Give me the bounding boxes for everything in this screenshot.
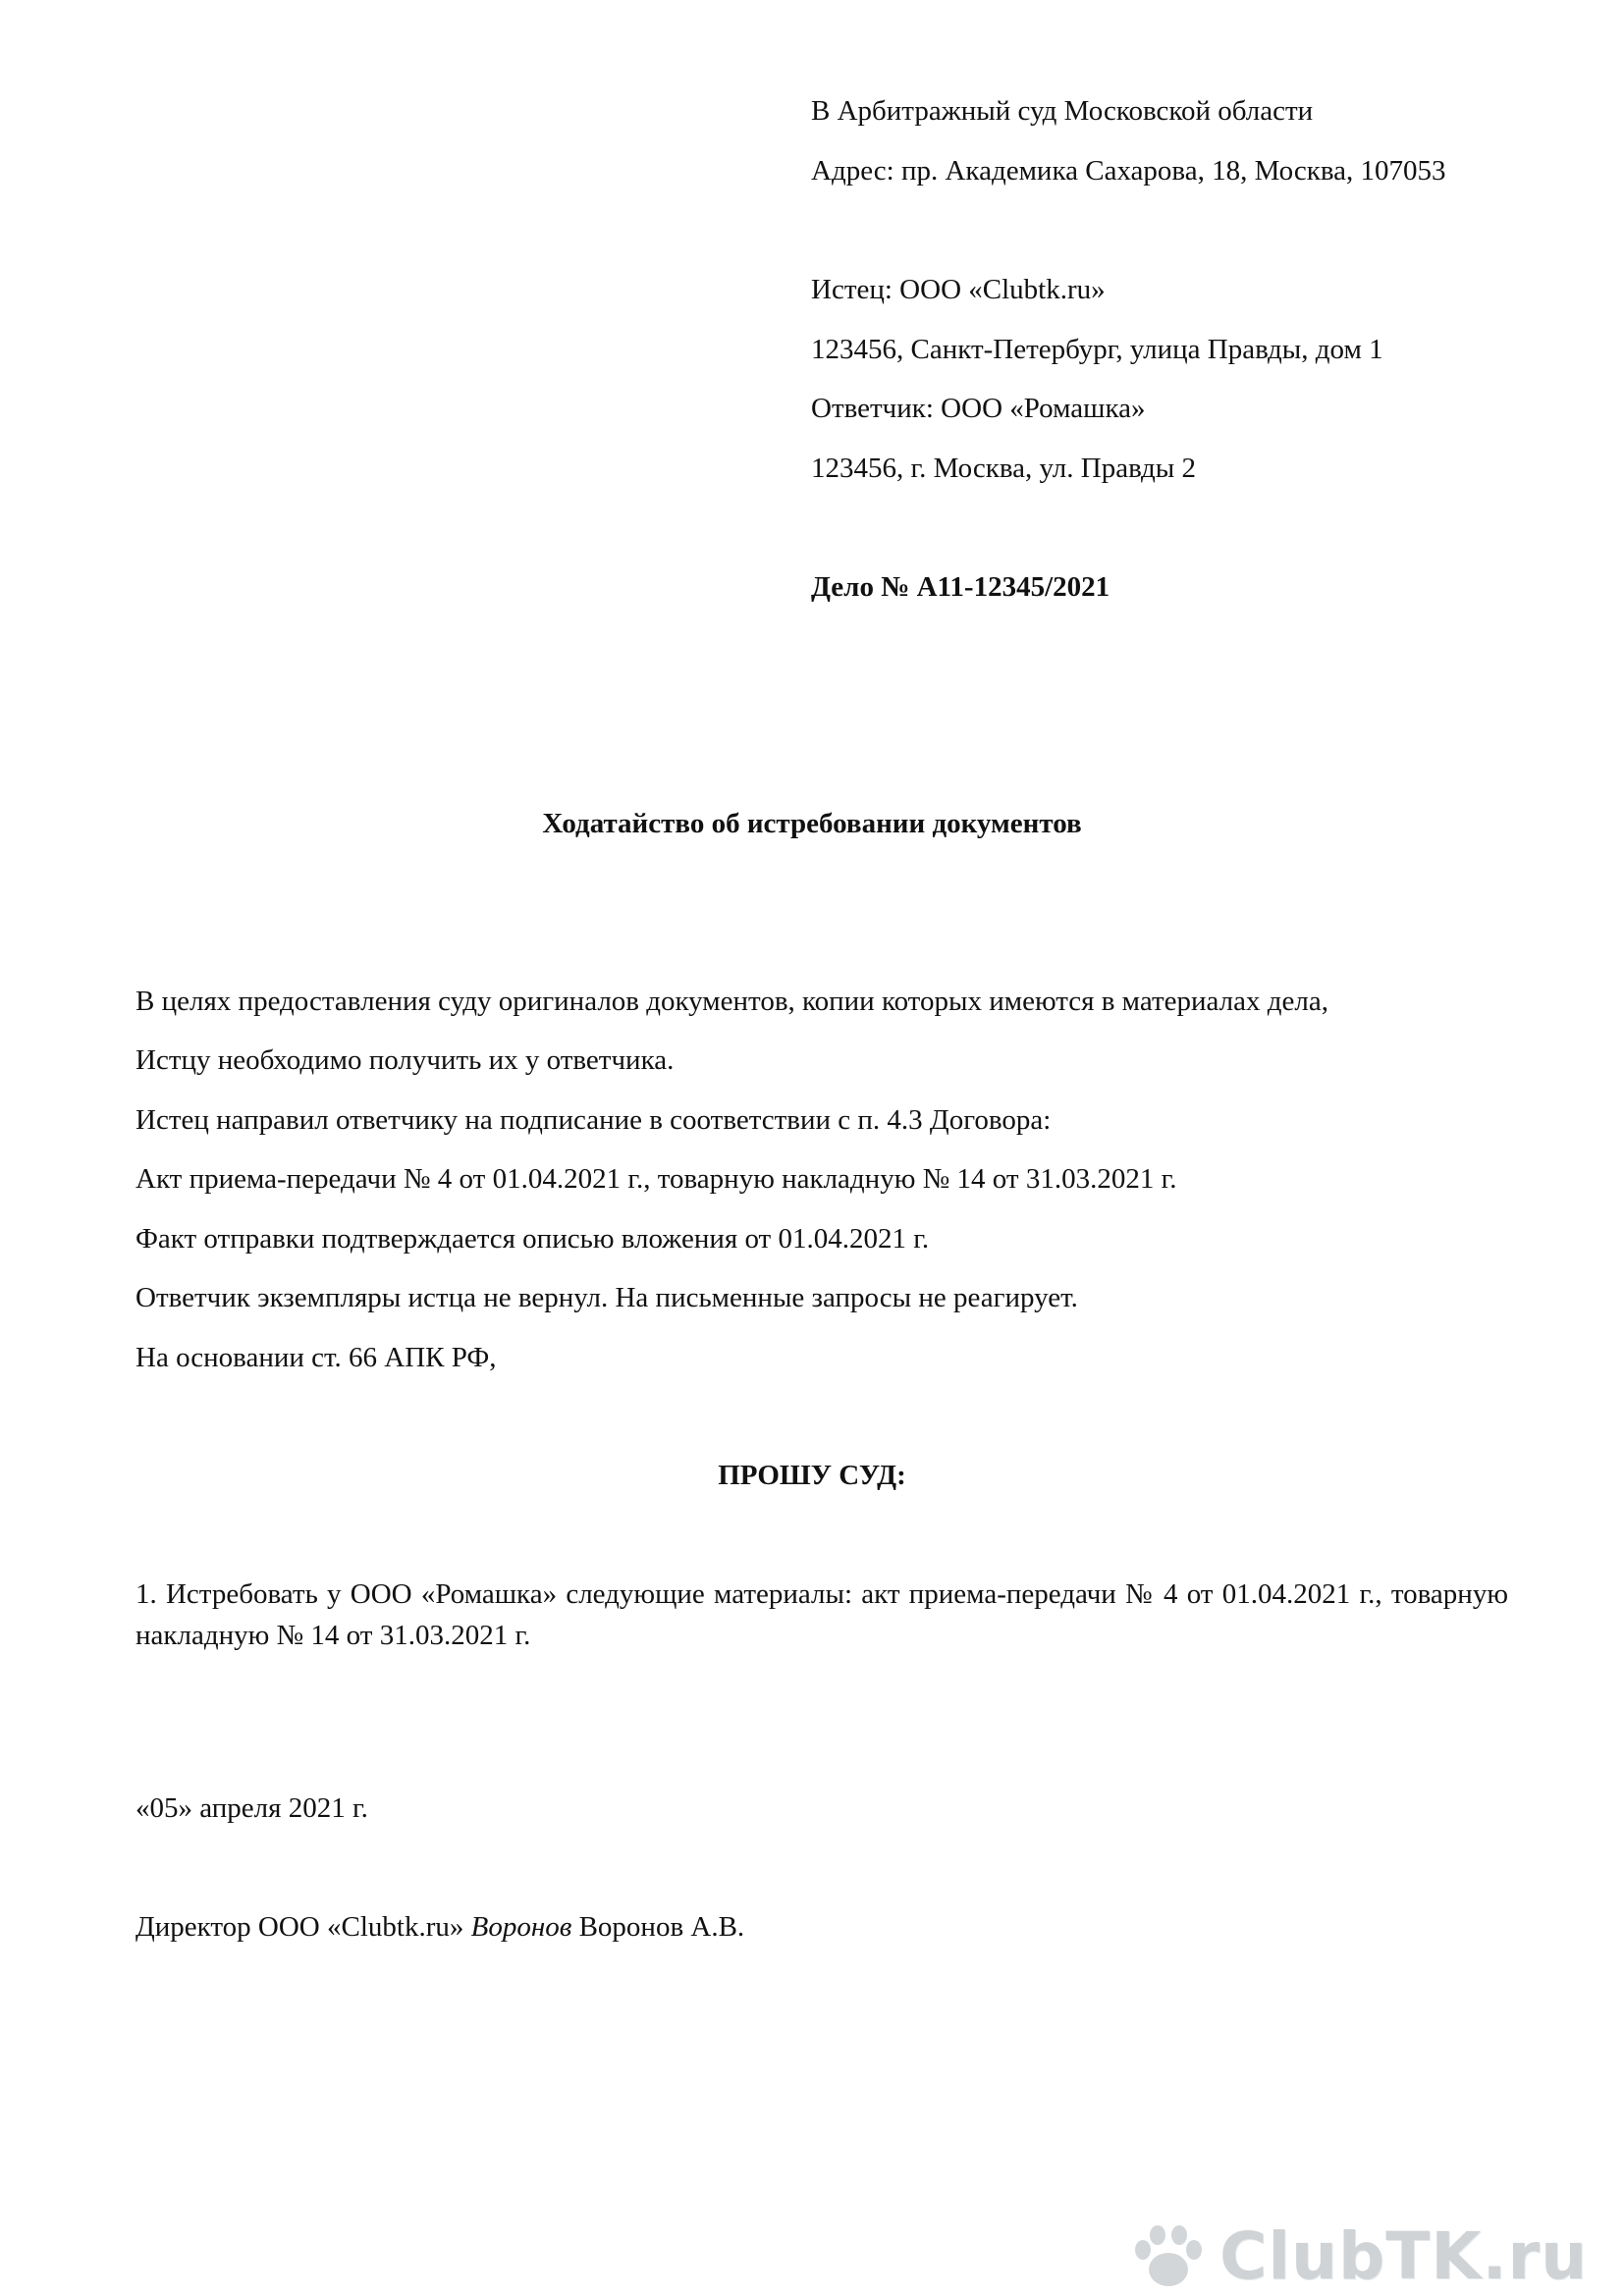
document-date: «05» апреля 2021 г.	[135, 1792, 368, 1824]
court-recipient: В Арбитражный суд Московской области	[811, 95, 1314, 127]
body-line: Акт приема-передачи № 4 от 01.04.2021 г., товарную накладную № 14 от 31.03.2021 г.	[135, 1163, 1177, 1195]
signatory-name: Воронов А.В.	[578, 1911, 745, 1943]
signatory-position: Директор ООО «Clubtk.ru»	[135, 1911, 464, 1943]
handwritten-signature: Воронов	[470, 1911, 572, 1943]
body-line: В целях предоставления суду оригиналов документов, копии которых имеются в материалах дела,	[135, 986, 1328, 1017]
body-line: На основании ст. 66 АПК РФ,	[135, 1342, 497, 1373]
body-line: Истец направил ответчику на подписание в соответствии с п. 4.3 Договора:	[135, 1104, 1052, 1136]
signature-line	[135, 1910, 744, 1945]
plaintiff: Истец: ООО «Clubtk.ru»	[811, 274, 1106, 305]
paw-print-icon	[1127, 2222, 1210, 2291]
document-title: Ходатайство об истребовании документов	[542, 808, 1082, 839]
court-address: Адрес: пр. Академика Сахарова, 18, Москва, 107053	[811, 155, 1446, 187]
defendant-address: 123456, г. Москва, ул. Правды 2	[811, 453, 1197, 484]
body-line: Ответчик экземпляры истца не вернул. На письменные запросы не реагирует.	[135, 1282, 1078, 1313]
defendant: Ответчик: ООО «Ромашка»	[811, 393, 1146, 424]
body-line: Факт отправки подтверждается описью вложения от 01.04.2021 г.	[135, 1223, 930, 1255]
case-number: Дело № А11-12345/2021	[811, 571, 1110, 603]
watermark-text: ClubTK.ru	[1219, 2218, 1589, 2295]
body-line: Истцу необходимо получить их у ответчика.	[135, 1044, 675, 1076]
request-heading: ПРОШУ СУД:	[718, 1460, 906, 1491]
clubtk-watermark	[1127, 2218, 1589, 2295]
request-item: 1. Истребовать у ООО «Ромашка» следующие материалы: акт приема-передачи № 4 от 01.04.2021 г., товарную накладную № 14 от 31.03.2021 г.	[135, 1578, 1508, 1651]
plaintiff-address: 123456, Санкт-Петербург, улица Правды, дом 1	[811, 334, 1383, 365]
